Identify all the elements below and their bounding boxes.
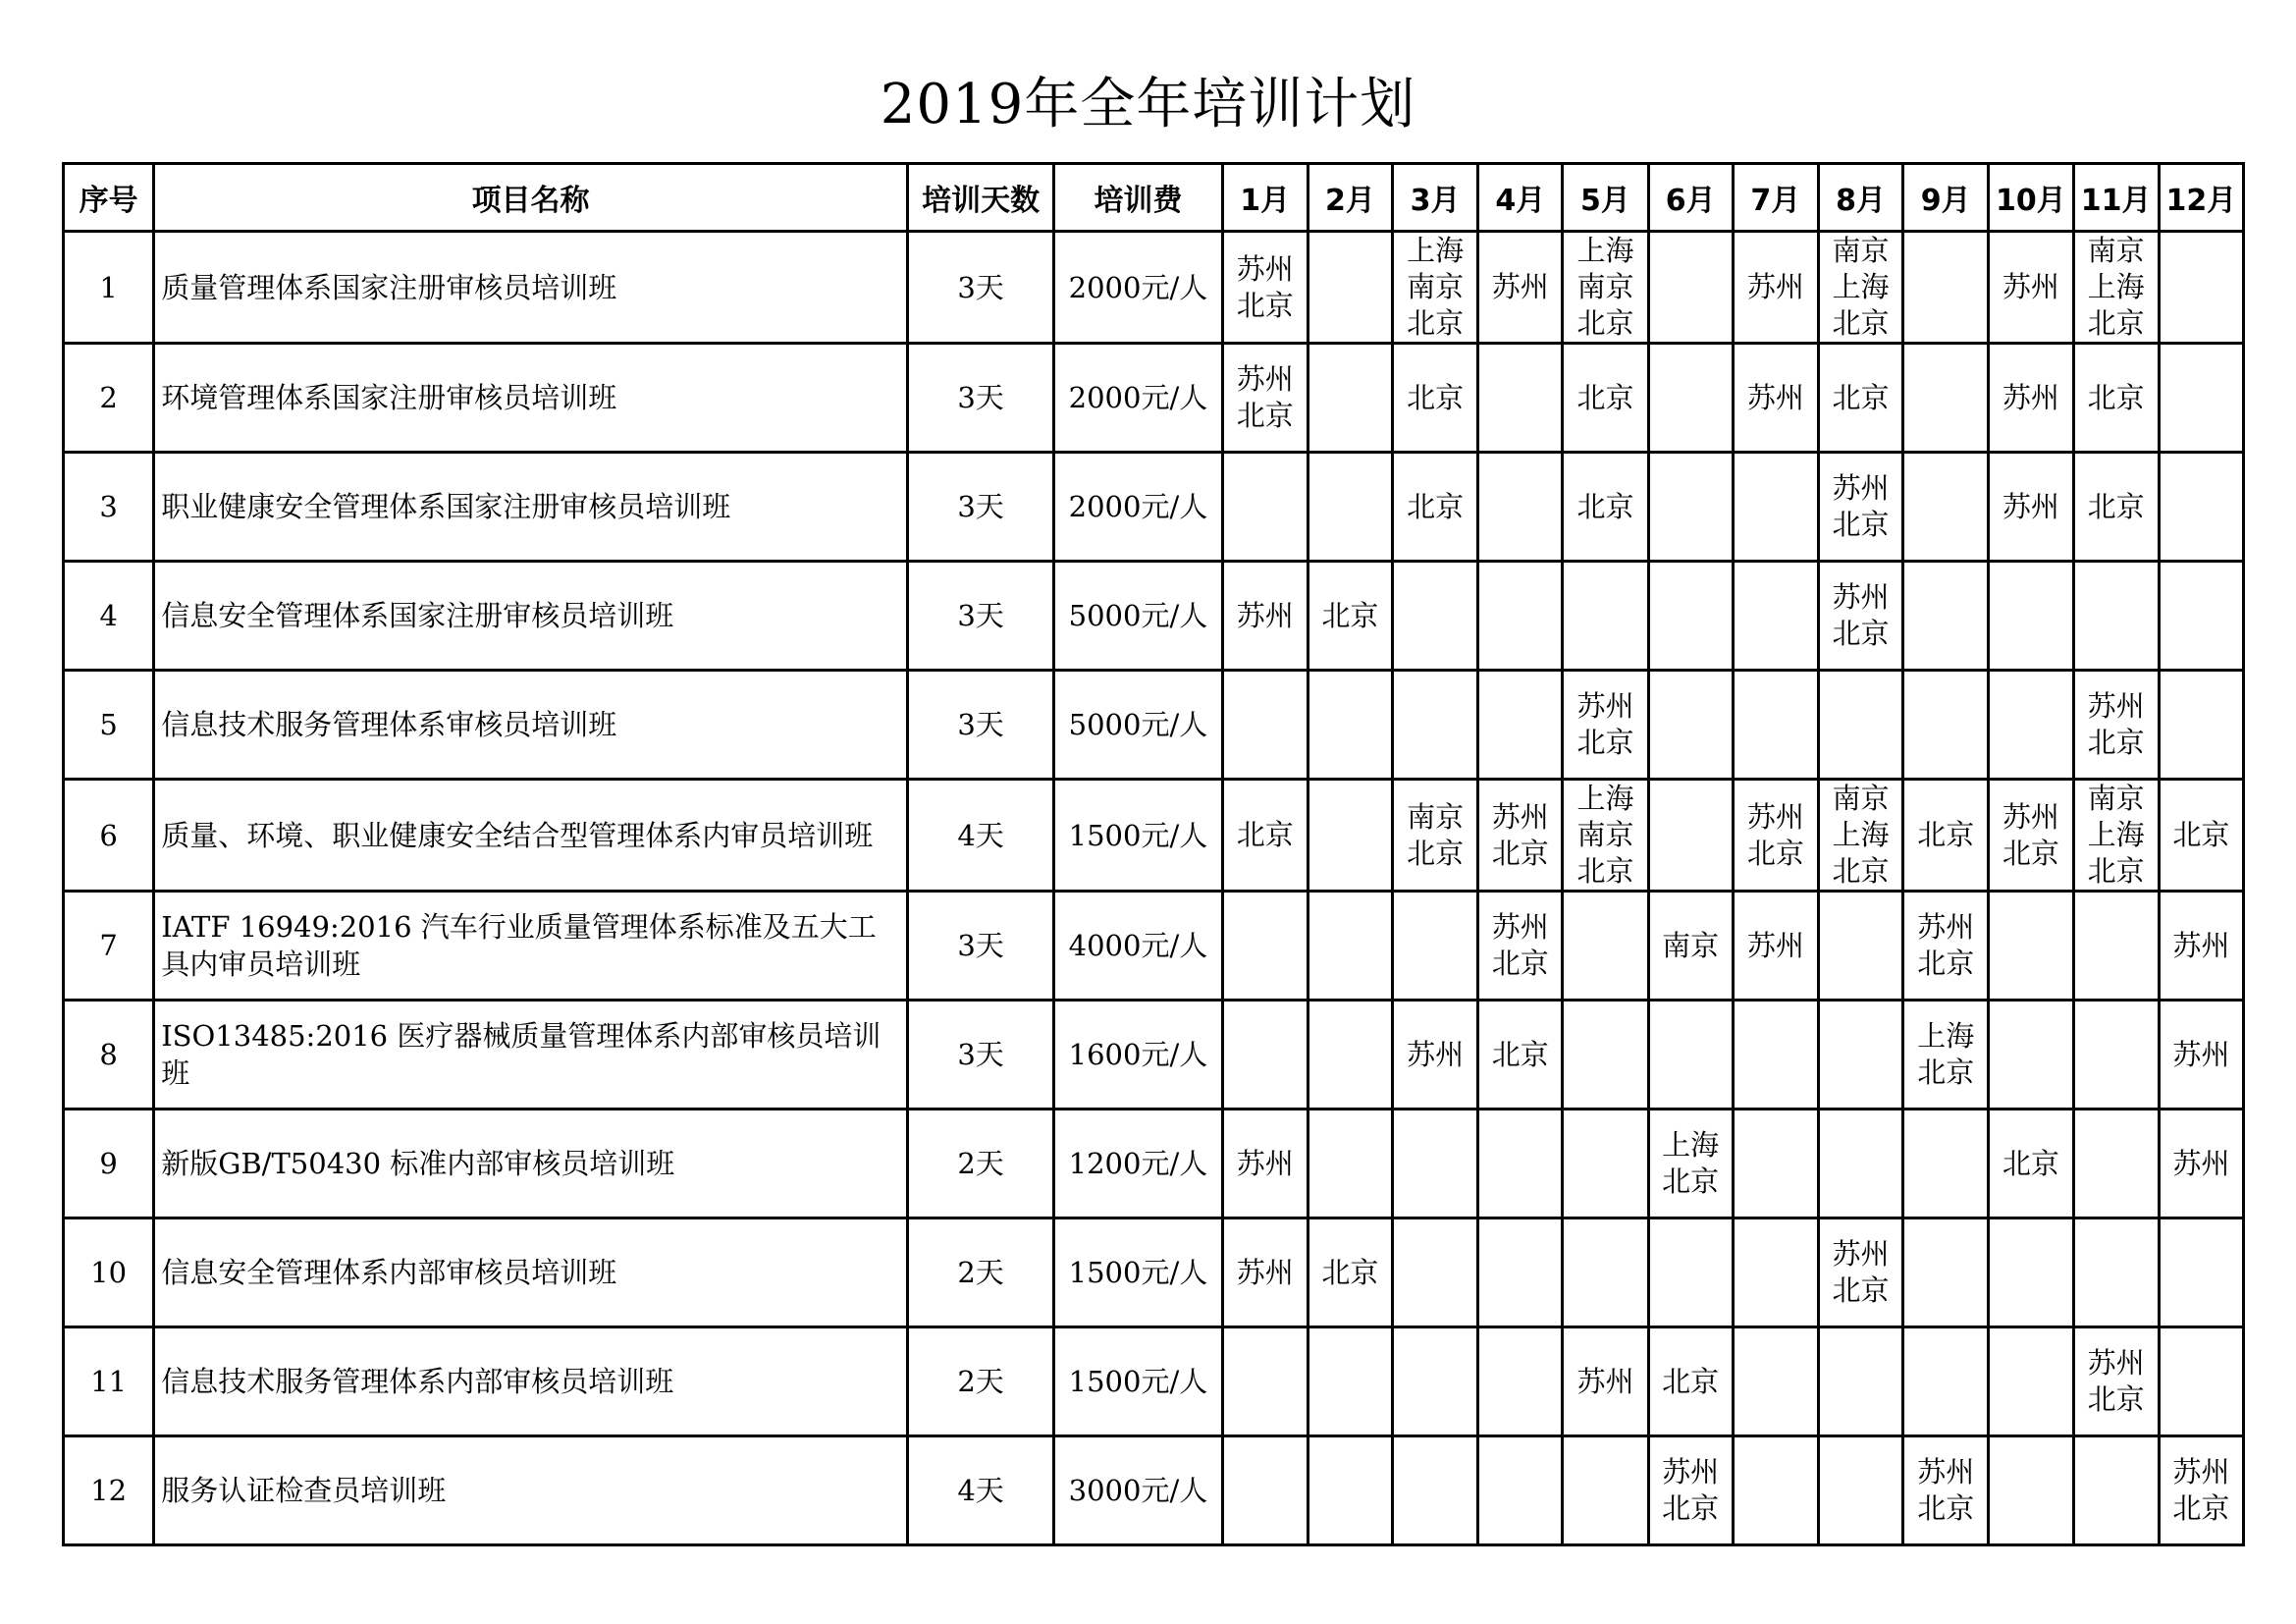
- cell-month-location: 北京: [1563, 344, 1648, 453]
- cell-month-location: [1903, 232, 1989, 344]
- cell-fee: 2000元/人: [1054, 453, 1222, 562]
- cell-project-name: ISO13485:2016 医疗器械质量管理体系内部审核员培训班: [154, 1001, 908, 1110]
- cell-month-location: [1903, 562, 1989, 671]
- cell-month-location: [1222, 1327, 1308, 1436]
- cell-month-location: [1818, 1327, 1902, 1436]
- training-plan-table: [62, 162, 2245, 1546]
- table-row: [64, 562, 2244, 671]
- cell-month-location: [1648, 780, 1733, 892]
- table-row: [64, 780, 2244, 892]
- cell-month-location: [1563, 1110, 1648, 1218]
- cell-month-location: [1648, 232, 1733, 344]
- cell-month-location: [1989, 1218, 2073, 1327]
- cell-month-location: [1478, 562, 1563, 671]
- cell-seq: 2: [64, 344, 154, 453]
- cell-seq: 3: [64, 453, 154, 562]
- cell-month-location: 南京 上海 北京: [1818, 232, 1902, 344]
- cell-month-location: [2073, 1110, 2159, 1218]
- cell-month-location: 南京: [1648, 892, 1733, 1001]
- header-month: 4月: [1478, 164, 1563, 232]
- cell-month-location: [2159, 562, 2243, 671]
- header-month: 5月: [1563, 164, 1648, 232]
- cell-month-location: [1648, 344, 1733, 453]
- cell-month-location: [1308, 892, 1392, 1001]
- cell-month-location: [2159, 1327, 2243, 1436]
- cell-month-location: 苏州 北京: [1648, 1436, 1733, 1545]
- cell-fee: 2000元/人: [1054, 232, 1222, 344]
- header-month: 2月: [1308, 164, 1392, 232]
- header-month: 6月: [1648, 164, 1733, 232]
- cell-days: 3天: [907, 232, 1053, 344]
- header-month: 12月: [2159, 164, 2243, 232]
- cell-month-location: [1393, 1327, 1478, 1436]
- cell-month-location: 苏州: [1222, 1218, 1308, 1327]
- cell-days: 3天: [907, 344, 1053, 453]
- cell-month-location: 苏州 北京: [1563, 671, 1648, 780]
- cell-month-location: [1478, 1327, 1563, 1436]
- cell-month-location: [1733, 1436, 1818, 1545]
- cell-month-location: [1818, 892, 1902, 1001]
- table-row: [64, 344, 2244, 453]
- cell-month-location: 苏州: [1989, 344, 2073, 453]
- cell-days: 3天: [907, 1001, 1053, 1110]
- cell-project-name: 环境管理体系国家注册审核员培训班: [154, 344, 908, 453]
- cell-month-location: [1563, 892, 1648, 1001]
- cell-month-location: [2159, 671, 2243, 780]
- cell-month-location: [1818, 1110, 1902, 1218]
- table-row: [64, 1110, 2244, 1218]
- cell-month-location: [1733, 1110, 1818, 1218]
- cell-month-location: 苏州: [1563, 1327, 1648, 1436]
- cell-month-location: [1989, 1327, 2073, 1436]
- cell-month-location: 苏州: [1989, 232, 2073, 344]
- cell-project-name: 质量、环境、职业健康安全结合型管理体系内审员培训班: [154, 780, 908, 892]
- header-month: 9月: [1903, 164, 1989, 232]
- cell-month-location: [1308, 232, 1392, 344]
- cell-month-location: 苏州 北京: [2073, 1327, 2159, 1436]
- cell-month-location: [1648, 671, 1733, 780]
- cell-month-location: [1648, 1001, 1733, 1110]
- cell-month-location: [1903, 344, 1989, 453]
- cell-month-location: 北京: [1818, 344, 1902, 453]
- cell-month-location: [1648, 562, 1733, 671]
- cell-month-location: 北京: [1563, 453, 1648, 562]
- cell-month-location: [1222, 453, 1308, 562]
- cell-seq: 4: [64, 562, 154, 671]
- cell-month-location: 南京 上海 北京: [1818, 780, 1902, 892]
- cell-month-location: 苏州 北京: [1903, 1436, 1989, 1545]
- cell-month-location: 南京 上海 北京: [2073, 780, 2159, 892]
- cell-project-name: 信息技术服务管理体系内部审核员培训班: [154, 1327, 908, 1436]
- cell-month-location: [1733, 1218, 1818, 1327]
- cell-days: 4天: [907, 780, 1053, 892]
- cell-month-location: 苏州: [2159, 1001, 2243, 1110]
- header-row: [64, 164, 2244, 232]
- cell-month-location: [1903, 1327, 1989, 1436]
- cell-month-location: 苏州 北京: [1222, 232, 1308, 344]
- cell-month-location: 上海 南京 北京: [1563, 780, 1648, 892]
- cell-month-location: [1563, 1218, 1648, 1327]
- cell-month-location: [2159, 344, 2243, 453]
- cell-month-location: [1222, 1436, 1308, 1545]
- header-month: 8月: [1818, 164, 1902, 232]
- cell-month-location: 北京: [2159, 780, 2243, 892]
- header-month: 1月: [1222, 164, 1308, 232]
- header-month: 11月: [2073, 164, 2159, 232]
- cell-month-location: 苏州 北京: [1818, 1218, 1902, 1327]
- cell-month-location: 上海 北京: [1648, 1110, 1733, 1218]
- cell-days: 2天: [907, 1110, 1053, 1218]
- cell-month-location: [2073, 1001, 2159, 1110]
- cell-month-location: 北京: [1393, 344, 1478, 453]
- cell-project-name: 信息安全管理体系内部审核员培训班: [154, 1218, 908, 1327]
- header-month: 3月: [1393, 164, 1478, 232]
- cell-month-location: 苏州 北京: [1818, 453, 1902, 562]
- cell-month-location: 北京: [1393, 453, 1478, 562]
- cell-month-location: 北京: [1478, 1001, 1563, 1110]
- cell-days: 3天: [907, 453, 1053, 562]
- cell-seq: 10: [64, 1218, 154, 1327]
- cell-project-name: 新版GB/T50430 标准内部审核员培训班: [154, 1110, 908, 1218]
- table-row: [64, 1436, 2244, 1545]
- cell-month-location: 南京 上海 北京: [2073, 232, 2159, 344]
- cell-month-location: [1733, 671, 1818, 780]
- cell-month-location: [1989, 1436, 2073, 1545]
- cell-month-location: 苏州 北京: [1733, 780, 1818, 892]
- cell-month-location: 北京: [1648, 1327, 1733, 1436]
- table-row: [64, 453, 2244, 562]
- cell-month-location: [2073, 1436, 2159, 1545]
- page-title: 2019年全年培训计划: [880, 73, 1416, 136]
- cell-month-location: 北京: [2073, 453, 2159, 562]
- cell-month-location: 北京: [1989, 1110, 2073, 1218]
- cell-month-location: [1478, 1110, 1563, 1218]
- cell-seq: 12: [64, 1436, 154, 1545]
- cell-fee: 5000元/人: [1054, 671, 1222, 780]
- cell-month-location: 北京: [1308, 562, 1392, 671]
- cell-month-location: [1818, 1436, 1902, 1545]
- cell-month-location: [1308, 671, 1392, 780]
- header-name: 项目名称: [154, 164, 908, 232]
- cell-project-name: 质量管理体系国家注册审核员培训班: [154, 232, 908, 344]
- cell-month-location: [1393, 892, 1478, 1001]
- header-month: 10月: [1989, 164, 2073, 232]
- cell-month-location: [1989, 892, 2073, 1001]
- table-body: [64, 232, 2244, 1545]
- cell-month-location: 北京: [1222, 780, 1308, 892]
- cell-month-location: [2073, 1218, 2159, 1327]
- cell-project-name: 职业健康安全管理体系国家注册审核员培训班: [154, 453, 908, 562]
- cell-month-location: [2073, 892, 2159, 1001]
- cell-month-location: [1733, 562, 1818, 671]
- cell-month-location: [2159, 232, 2243, 344]
- cell-seq: 11: [64, 1327, 154, 1436]
- cell-month-location: [1989, 671, 2073, 780]
- header-fee: 培训费: [1054, 164, 1222, 232]
- cell-month-location: [1818, 1001, 1902, 1110]
- table-row: [64, 232, 2244, 344]
- cell-month-location: [1563, 1436, 1648, 1545]
- cell-fee: 1600元/人: [1054, 1001, 1222, 1110]
- cell-month-location: 苏州: [1222, 1110, 1308, 1218]
- cell-month-location: [1818, 671, 1902, 780]
- cell-month-location: [1222, 671, 1308, 780]
- cell-month-location: [1308, 780, 1392, 892]
- cell-month-location: [1903, 671, 1989, 780]
- cell-project-name: 服务认证检查员培训班: [154, 1436, 908, 1545]
- cell-seq: 9: [64, 1110, 154, 1218]
- cell-month-location: 苏州: [1733, 344, 1818, 453]
- cell-days: 3天: [907, 562, 1053, 671]
- cell-month-location: [1733, 1001, 1818, 1110]
- cell-month-location: [1222, 892, 1308, 1001]
- cell-month-location: 苏州: [1733, 232, 1818, 344]
- cell-seq: 5: [64, 671, 154, 780]
- cell-month-location: 苏州: [2159, 892, 2243, 1001]
- cell-month-location: 北京: [1903, 780, 1989, 892]
- cell-fee: 4000元/人: [1054, 892, 1222, 1001]
- cell-month-location: 苏州 北京: [2159, 1436, 2243, 1545]
- cell-month-location: [1222, 1001, 1308, 1110]
- cell-month-location: 苏州 北京: [1478, 780, 1563, 892]
- cell-seq: 1: [64, 232, 154, 344]
- cell-month-location: [1478, 671, 1563, 780]
- cell-month-location: 苏州: [1989, 453, 2073, 562]
- table-row: [64, 892, 2244, 1001]
- cell-fee: 1500元/人: [1054, 780, 1222, 892]
- cell-month-location: 北京: [1308, 1218, 1392, 1327]
- cell-fee: 2000元/人: [1054, 344, 1222, 453]
- cell-fee: 1200元/人: [1054, 1110, 1222, 1218]
- cell-days: 3天: [907, 892, 1053, 1001]
- cell-month-location: [1903, 453, 1989, 562]
- cell-month-location: 苏州 北京: [1903, 892, 1989, 1001]
- header-days: 培训天数: [907, 164, 1053, 232]
- cell-month-location: [1903, 1218, 1989, 1327]
- cell-month-location: 苏州: [1222, 562, 1308, 671]
- cell-month-location: [1563, 562, 1648, 671]
- cell-month-location: [1989, 1001, 2073, 1110]
- cell-month-location: [1393, 1110, 1478, 1218]
- cell-month-location: [1308, 344, 1392, 453]
- cell-seq: 8: [64, 1001, 154, 1110]
- cell-month-location: 苏州 北京: [1989, 780, 2073, 892]
- cell-month-location: [1733, 453, 1818, 562]
- cell-seq: 6: [64, 780, 154, 892]
- table-row: [64, 1218, 2244, 1327]
- cell-days: 3天: [907, 671, 1053, 780]
- cell-days: 4天: [907, 1436, 1053, 1545]
- cell-month-location: [2073, 562, 2159, 671]
- cell-month-location: [1648, 1218, 1733, 1327]
- cell-month-location: [1733, 1327, 1818, 1436]
- cell-month-location: 上海 南京 北京: [1393, 232, 1478, 344]
- table-row: [64, 1001, 2244, 1110]
- cell-month-location: [1478, 453, 1563, 562]
- cell-month-location: [1478, 1218, 1563, 1327]
- cell-month-location: [1478, 344, 1563, 453]
- cell-month-location: [1308, 1001, 1392, 1110]
- cell-month-location: [1393, 671, 1478, 780]
- cell-fee: 1500元/人: [1054, 1327, 1222, 1436]
- cell-month-location: 苏州: [1478, 232, 1563, 344]
- cell-month-location: 苏州 北京: [2073, 671, 2159, 780]
- cell-month-location: 苏州 北京: [1222, 344, 1308, 453]
- cell-month-location: [1478, 1436, 1563, 1545]
- cell-month-location: [1903, 1110, 1989, 1218]
- cell-month-location: [1648, 453, 1733, 562]
- header-month: 7月: [1733, 164, 1818, 232]
- cell-month-location: [1563, 1001, 1648, 1110]
- cell-month-location: 北京: [2073, 344, 2159, 453]
- cell-month-location: 上海 北京: [1903, 1001, 1989, 1110]
- cell-month-location: [1393, 1218, 1478, 1327]
- cell-month-location: [2159, 1218, 2243, 1327]
- cell-month-location: [1308, 1436, 1392, 1545]
- cell-month-location: [2159, 453, 2243, 562]
- cell-days: 2天: [907, 1327, 1053, 1436]
- cell-month-location: [1393, 1436, 1478, 1545]
- cell-month-location: 上海 南京 北京: [1563, 232, 1648, 344]
- cell-seq: 7: [64, 892, 154, 1001]
- cell-fee: 3000元/人: [1054, 1436, 1222, 1545]
- header-seq: 序号: [64, 164, 154, 232]
- cell-fee: 1500元/人: [1054, 1218, 1222, 1327]
- cell-fee: 5000元/人: [1054, 562, 1222, 671]
- cell-month-location: [1308, 1110, 1392, 1218]
- cell-project-name: 信息安全管理体系国家注册审核员培训班: [154, 562, 908, 671]
- cell-month-location: 南京 北京: [1393, 780, 1478, 892]
- cell-days: 2天: [907, 1218, 1053, 1327]
- cell-project-name: 信息技术服务管理体系审核员培训班: [154, 671, 908, 780]
- cell-month-location: [1308, 453, 1392, 562]
- cell-month-location: [1393, 562, 1478, 671]
- cell-month-location: [1989, 562, 2073, 671]
- cell-month-location: 苏州: [2159, 1110, 2243, 1218]
- cell-month-location: 苏州: [1393, 1001, 1478, 1110]
- cell-month-location: 苏州: [1733, 892, 1818, 1001]
- table-row: [64, 1327, 2244, 1436]
- cell-month-location: 苏州 北京: [1478, 892, 1563, 1001]
- cell-project-name: IATF 16949:2016 汽车行业质量管理体系标准及五大工具内审员培训班: [154, 892, 908, 1001]
- cell-month-location: [1308, 1327, 1392, 1436]
- table-row: [64, 671, 2244, 780]
- cell-month-location: 苏州 北京: [1818, 562, 1902, 671]
